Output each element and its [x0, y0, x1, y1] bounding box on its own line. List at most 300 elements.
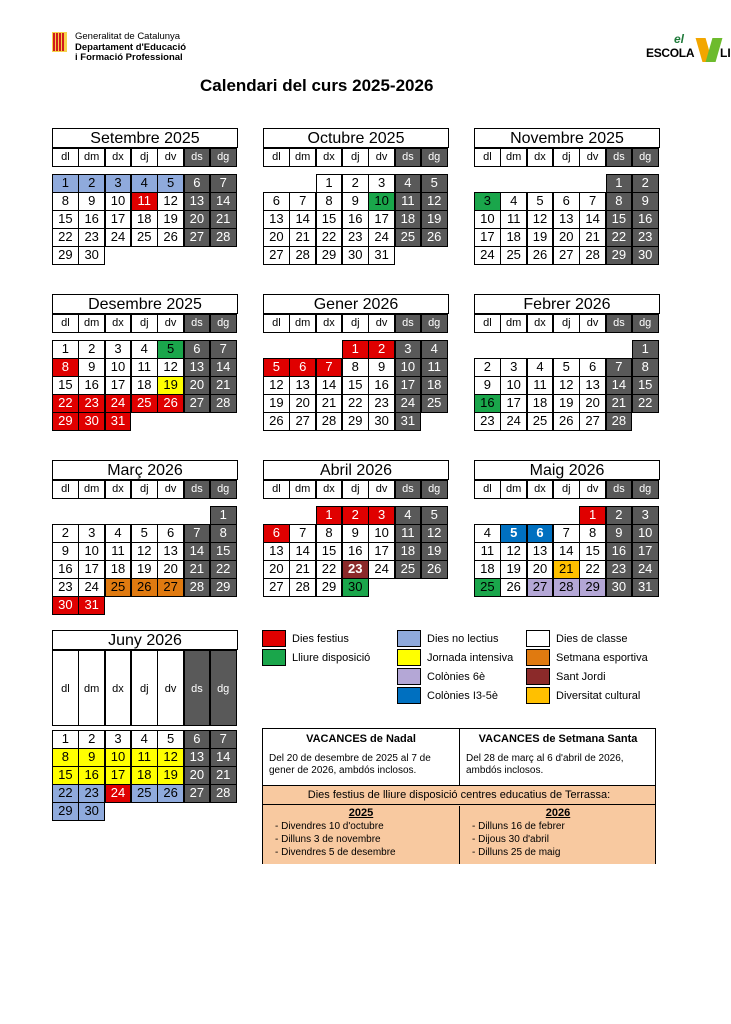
month-name: Juny 2026	[52, 630, 238, 650]
day-cell: 30	[78, 802, 105, 821]
day-cell: 31	[78, 596, 105, 615]
day-cell: 25	[105, 578, 132, 597]
day-cell: 10	[105, 192, 132, 211]
day-cell: 24	[632, 560, 659, 579]
day-cell: 12	[157, 358, 184, 377]
day-cell: 26	[131, 578, 158, 597]
day-cell: 5	[157, 174, 184, 193]
day-cell: 17	[368, 210, 395, 229]
legend-item	[262, 649, 370, 666]
day-cell: 20	[184, 766, 211, 785]
day-cell: 9	[632, 192, 659, 211]
weekday-ds: ds	[184, 480, 211, 499]
day-cell: 11	[105, 542, 132, 561]
day-cell: 22	[316, 560, 343, 579]
day-cell: 4	[131, 174, 158, 193]
weekday-dl: dl	[474, 480, 501, 499]
day-cell: 14	[289, 542, 316, 561]
day-cell: 20	[527, 560, 554, 579]
day-cell: 26	[527, 246, 554, 265]
day-cell: 6	[263, 524, 290, 543]
day-cell: 9	[368, 358, 395, 377]
legend-swatch	[526, 687, 550, 704]
day-cell: 1	[52, 174, 79, 193]
weekday-dv: dv	[157, 148, 184, 167]
weekday-dx: dx	[316, 314, 343, 333]
day-cell: 10	[105, 358, 132, 377]
day-cell: 16	[368, 376, 395, 395]
weekday-dv: dv	[368, 148, 395, 167]
day-cell: 10	[105, 748, 132, 767]
weekday-ds: ds	[184, 650, 211, 726]
legend-swatch	[397, 630, 421, 647]
day-cell: 26	[263, 412, 290, 431]
day-cell: 29	[606, 246, 633, 265]
day-cell: 28	[184, 578, 211, 597]
day-cell: 1	[52, 340, 79, 359]
day-cell: 2	[78, 340, 105, 359]
weekday-ds: ds	[395, 480, 422, 499]
day-cell: 3	[474, 192, 501, 211]
day-cell: 8	[606, 192, 633, 211]
day-cell: 10	[474, 210, 501, 229]
day-cell: 5	[421, 174, 448, 193]
day-cell: 14	[210, 192, 237, 211]
weekday-dv: dv	[368, 480, 395, 499]
day-cell: 20	[263, 560, 290, 579]
day-cell: 30	[78, 412, 105, 431]
day-cell: 13	[184, 192, 211, 211]
day-cell: 22	[632, 394, 659, 413]
day-cell: 28	[289, 246, 316, 265]
day-cell: 4	[395, 174, 422, 193]
month-name: Abril 2026	[263, 460, 449, 480]
day-cell: 19	[527, 228, 554, 247]
weekday-ds: ds	[606, 314, 633, 333]
weekday-dg: dg	[421, 480, 448, 499]
day-cell: 27	[289, 412, 316, 431]
day-cell: 24	[78, 578, 105, 597]
day-cell: 9	[78, 192, 105, 211]
day-cell: 28	[579, 246, 606, 265]
day-cell: 10	[78, 542, 105, 561]
weekday-dx: dx	[105, 314, 132, 333]
day-cell: 15	[210, 542, 237, 561]
day-cell: 28	[606, 412, 633, 431]
weekday-dg: dg	[632, 480, 659, 499]
day-cell: 18	[131, 766, 158, 785]
weekday-dj: dj	[131, 314, 158, 333]
day-cell: 15	[52, 766, 79, 785]
day-cell: 29	[342, 412, 369, 431]
day-cell: 2	[342, 506, 369, 525]
day-cell: 3	[395, 340, 422, 359]
weekday-dl: dl	[474, 314, 501, 333]
escola-logo: el ESCOLA LI	[646, 32, 731, 60]
day-cell: 30	[78, 246, 105, 265]
weekday-ds: ds	[184, 314, 211, 333]
day-cell: 20	[184, 210, 211, 229]
day-cell: 7	[579, 192, 606, 211]
day-cell: 22	[606, 228, 633, 247]
day-cell: 1	[632, 340, 659, 359]
day-cell: 15	[52, 376, 79, 395]
day-cell: 4	[421, 340, 448, 359]
legend-item	[526, 630, 628, 647]
day-cell: 7	[210, 174, 237, 193]
legend-item	[397, 687, 498, 704]
day-cell: 15	[606, 210, 633, 229]
day-cell: 11	[131, 748, 158, 767]
day-cell: 24	[105, 784, 132, 803]
month-name: Novembre 2025	[474, 128, 660, 148]
day-cell: 23	[368, 394, 395, 413]
day-cell: 1	[316, 174, 343, 193]
legend-swatch	[526, 668, 550, 685]
legend-item	[397, 630, 499, 647]
month-name: Gener 2026	[263, 294, 449, 314]
day-cell: 14	[289, 210, 316, 229]
weekday-dv: dv	[157, 480, 184, 499]
day-cell: 26	[157, 784, 184, 803]
weekday-dl: dl	[52, 148, 79, 167]
day-cell: 5	[263, 358, 290, 377]
day-cell: 21	[553, 560, 580, 579]
day-cell: 1	[210, 506, 237, 525]
legend-swatch	[397, 668, 421, 685]
day-cell: 6	[184, 174, 211, 193]
legend-item	[262, 630, 349, 647]
day-cell: 3	[105, 730, 132, 749]
legend-swatch	[262, 649, 286, 666]
weekday-dj: dj	[553, 314, 580, 333]
day-cell: 27	[263, 578, 290, 597]
day-cell: 30	[342, 578, 369, 597]
day-cell: 27	[527, 578, 554, 597]
day-cell: 7	[316, 358, 343, 377]
day-cell: 13	[184, 748, 211, 767]
weekday-dj: dj	[131, 148, 158, 167]
day-cell: 2	[474, 358, 501, 377]
month-name: Setembre 2025	[52, 128, 238, 148]
legend-swatch	[526, 630, 550, 647]
legend-item	[526, 668, 606, 685]
vacances-setmana-santa: VACANCES de Setmana Santa Del 28 de març al 6 d'abril de 2026, ambdós inclosos.	[466, 733, 638, 776]
day-cell: 17	[105, 766, 132, 785]
day-cell: 5	[131, 524, 158, 543]
day-cell: 14	[184, 542, 211, 561]
day-cell: 7	[210, 730, 237, 749]
day-cell: 6	[289, 358, 316, 377]
day-cell: 26	[421, 228, 448, 247]
day-cell: 28	[210, 394, 237, 413]
weekday-dx: dx	[527, 314, 554, 333]
day-cell: 10	[395, 358, 422, 377]
day-cell: 25	[527, 412, 554, 431]
weekday-dj: dj	[553, 480, 580, 499]
day-cell: 10	[368, 192, 395, 211]
day-cell: 6	[553, 192, 580, 211]
day-cell: 13	[263, 210, 290, 229]
legend-label: Colònies 6è	[427, 670, 486, 683]
day-cell: 17	[474, 228, 501, 247]
day-cell: 9	[606, 524, 633, 543]
day-cell: 12	[527, 210, 554, 229]
senyera-icon	[52, 32, 67, 52]
legend-label: Lliure disposició	[292, 651, 371, 664]
legend-item	[526, 687, 640, 704]
day-cell: 26	[553, 412, 580, 431]
day-cell: 12	[131, 542, 158, 561]
day-cell: 16	[52, 560, 79, 579]
day-cell: 21	[210, 210, 237, 229]
day-cell: 8	[316, 192, 343, 211]
weekday-dj: dj	[342, 314, 369, 333]
day-cell: 17	[500, 394, 527, 413]
day-cell: 22	[52, 394, 79, 413]
day-cell: 13	[289, 376, 316, 395]
day-cell: 11	[395, 524, 422, 543]
day-cell: 27	[157, 578, 184, 597]
day-cell: 2	[52, 524, 79, 543]
weekday-dm: dm	[78, 650, 105, 726]
day-cell: 4	[500, 192, 527, 211]
weekday-dl: dl	[52, 480, 79, 499]
weekday-ds: ds	[395, 314, 422, 333]
day-cell: 25	[131, 394, 158, 413]
weekday-dg: dg	[421, 148, 448, 167]
day-cell: 27	[184, 228, 211, 247]
day-cell: 1	[606, 174, 633, 193]
legend-label: Setmana esportiva	[556, 651, 648, 664]
day-cell: 19	[421, 542, 448, 561]
day-cell: 12	[500, 542, 527, 561]
weekday-dg: dg	[632, 148, 659, 167]
day-cell: 20	[263, 228, 290, 247]
day-cell: 4	[131, 730, 158, 749]
day-cell: 27	[579, 412, 606, 431]
day-cell: 19	[157, 210, 184, 229]
generalitat-logo	[52, 32, 186, 64]
day-cell: 15	[632, 376, 659, 395]
day-cell: 19	[157, 376, 184, 395]
day-cell: 26	[500, 578, 527, 597]
day-cell: 23	[606, 560, 633, 579]
day-cell: 17	[105, 210, 132, 229]
day-cell: 28	[210, 784, 237, 803]
legend-label: Dies de classe	[556, 632, 628, 645]
day-cell: 18	[131, 376, 158, 395]
day-cell: 19	[553, 394, 580, 413]
day-cell: 9	[474, 376, 501, 395]
day-cell: 30	[606, 578, 633, 597]
day-cell: 31	[395, 412, 422, 431]
weekday-ds: ds	[606, 480, 633, 499]
weekday-dl: dl	[52, 314, 79, 333]
day-cell: 18	[395, 542, 422, 561]
day-cell: 7	[289, 192, 316, 211]
weekday-dj: dj	[342, 148, 369, 167]
day-cell: 22	[342, 394, 369, 413]
day-cell: 3	[632, 506, 659, 525]
day-cell: 23	[632, 228, 659, 247]
month-name: Desembre 2025	[52, 294, 238, 314]
day-cell: 18	[500, 228, 527, 247]
weekday-dg: dg	[210, 650, 237, 726]
day-cell: 27	[184, 394, 211, 413]
day-cell: 20	[553, 228, 580, 247]
day-cell: 29	[210, 578, 237, 597]
weekday-dj: dj	[131, 480, 158, 499]
weekday-dg: dg	[210, 314, 237, 333]
day-cell: 28	[553, 578, 580, 597]
day-cell: 3	[78, 524, 105, 543]
day-cell: 21	[184, 560, 211, 579]
weekday-dx: dx	[105, 480, 132, 499]
day-cell: 9	[342, 192, 369, 211]
day-cell: 11	[500, 210, 527, 229]
day-cell: 25	[474, 578, 501, 597]
day-cell: 15	[342, 376, 369, 395]
day-cell: 28	[289, 578, 316, 597]
weekday-dx: dx	[105, 148, 132, 167]
weekday-dm: dm	[500, 480, 527, 499]
weekday-dx: dx	[316, 480, 343, 499]
day-cell: 7	[606, 358, 633, 377]
legend-label: Colònies I3-5è	[427, 689, 498, 702]
day-cell: 3	[368, 174, 395, 193]
day-cell: 4	[395, 506, 422, 525]
day-cell: 6	[184, 730, 211, 749]
day-cell: 19	[263, 394, 290, 413]
day-cell: 7	[210, 340, 237, 359]
day-cell: 30	[632, 246, 659, 265]
day-cell: 5	[527, 192, 554, 211]
day-cell: 16	[342, 210, 369, 229]
day-cell: 20	[579, 394, 606, 413]
day-cell: 3	[500, 358, 527, 377]
weekday-dm: dm	[289, 314, 316, 333]
weekday-dv: dv	[157, 314, 184, 333]
day-cell: 30	[368, 412, 395, 431]
day-cell: 29	[579, 578, 606, 597]
day-cell: 21	[316, 394, 343, 413]
day-cell: 26	[157, 228, 184, 247]
day-cell: 4	[131, 340, 158, 359]
day-cell: 11	[474, 542, 501, 561]
day-cell: 2	[78, 174, 105, 193]
day-cell: 25	[395, 560, 422, 579]
weekday-dx: dx	[105, 650, 132, 726]
day-cell: 17	[105, 376, 132, 395]
weekday-ds: ds	[606, 148, 633, 167]
weekday-dl: dl	[263, 480, 290, 499]
day-cell: 24	[474, 246, 501, 265]
day-cell: 7	[289, 524, 316, 543]
day-cell: 21	[289, 560, 316, 579]
day-cell: 17	[395, 376, 422, 395]
day-cell: 23	[342, 560, 369, 579]
day-cell: 10	[500, 376, 527, 395]
month-name: Març 2026	[52, 460, 238, 480]
day-cell: 20	[289, 394, 316, 413]
weekday-dl: dl	[52, 650, 79, 726]
day-cell: 13	[184, 358, 211, 377]
weekday-dm: dm	[500, 314, 527, 333]
festius-2025: 2025 - Divendres 10 d'octubre - Dilluns 3 de novembre - Divendres 5 de desembre	[263, 807, 459, 859]
day-cell: 15	[579, 542, 606, 561]
weekday-ds: ds	[395, 148, 422, 167]
weekday-dm: dm	[289, 148, 316, 167]
day-cell: 12	[421, 524, 448, 543]
legend-item	[397, 649, 513, 666]
day-cell: 20	[157, 560, 184, 579]
weekday-dx: dx	[527, 148, 554, 167]
day-cell: 14	[579, 210, 606, 229]
day-cell: 4	[105, 524, 132, 543]
day-cell: 22	[579, 560, 606, 579]
day-cell: 11	[527, 376, 554, 395]
weekday-dv: dv	[579, 314, 606, 333]
day-cell: 24	[368, 228, 395, 247]
legend-swatch	[526, 649, 550, 666]
vacances-box	[262, 728, 656, 864]
day-cell: 3	[105, 340, 132, 359]
day-cell: 15	[316, 210, 343, 229]
day-cell: 29	[52, 802, 79, 821]
day-cell: 18	[395, 210, 422, 229]
day-cell: 16	[342, 542, 369, 561]
weekday-dv: dv	[157, 650, 184, 726]
day-cell: 17	[78, 560, 105, 579]
day-cell: 16	[474, 394, 501, 413]
day-cell: 2	[342, 174, 369, 193]
day-cell: 19	[131, 560, 158, 579]
month-name: Febrer 2026	[474, 294, 660, 314]
day-cell: 11	[131, 192, 158, 211]
day-cell: 25	[421, 394, 448, 413]
day-cell: 16	[78, 210, 105, 229]
day-cell: 23	[474, 412, 501, 431]
day-cell: 26	[157, 394, 184, 413]
legend-swatch	[262, 630, 286, 647]
weekday-dm: dm	[289, 480, 316, 499]
day-cell: 18	[527, 394, 554, 413]
day-cell: 12	[421, 192, 448, 211]
day-cell: 8	[632, 358, 659, 377]
day-cell: 17	[632, 542, 659, 561]
day-cell: 18	[131, 210, 158, 229]
day-cell: 14	[210, 358, 237, 377]
day-cell: 15	[316, 542, 343, 561]
day-cell: 22	[52, 784, 79, 803]
day-cell: 27	[263, 246, 290, 265]
day-cell: 6	[184, 340, 211, 359]
day-cell: 5	[157, 340, 184, 359]
day-cell: 5	[500, 524, 527, 543]
weekday-dj: dj	[342, 480, 369, 499]
day-cell: 21	[606, 394, 633, 413]
weekday-dv: dv	[368, 314, 395, 333]
generalitat-text: Generalitat de Catalunya Departament d'Educació i Formació Professional	[75, 31, 187, 63]
day-cell: 30	[52, 596, 79, 615]
weekday-dv: dv	[579, 480, 606, 499]
day-cell: 22	[210, 560, 237, 579]
day-cell: 27	[553, 246, 580, 265]
day-cell: 19	[421, 210, 448, 229]
day-cell: 16	[78, 766, 105, 785]
weekday-dj: dj	[553, 148, 580, 167]
